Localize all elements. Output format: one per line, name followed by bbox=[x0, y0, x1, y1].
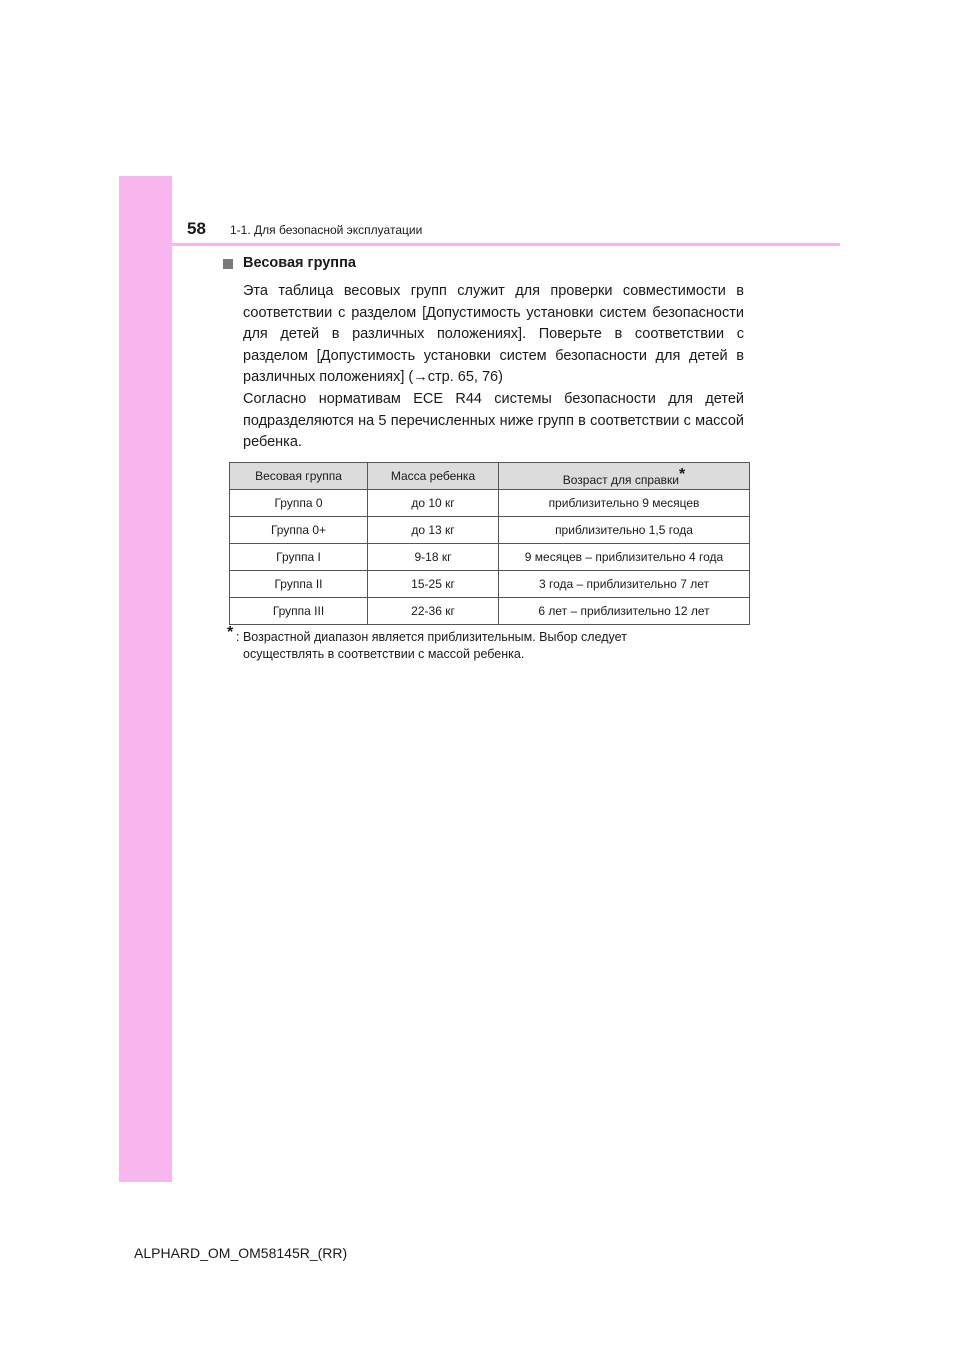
footnote-asterisk: * bbox=[227, 624, 234, 641]
table-cell: приблизительно 9 месяцев bbox=[499, 490, 750, 517]
intro-paragraph bbox=[243, 281, 744, 389]
table-row bbox=[230, 598, 750, 625]
table-cell: до 13 кг bbox=[368, 517, 499, 544]
table-cell: приблизительно 1,5 года bbox=[499, 517, 750, 544]
table-row bbox=[230, 517, 750, 544]
table-header-cell: Масса ребенка bbox=[368, 463, 499, 490]
table-row bbox=[230, 571, 750, 598]
table-header-cell bbox=[499, 463, 750, 490]
footnote-line: : Возрастной диапазон является приблизительным. Выбор следует bbox=[236, 630, 627, 644]
document-code: ALPHARD_OM_OM58145R_(RR) bbox=[134, 1245, 348, 1261]
header-label: Возраст для справки bbox=[562, 472, 679, 487]
table-cell: 6 лет – приблизительно 12 лет bbox=[499, 598, 750, 625]
table-cell: до 10 кг bbox=[368, 490, 499, 517]
footnote-line: осуществлять в соответствии с массой ребенка. bbox=[243, 647, 525, 661]
table-cell: Группа I bbox=[230, 544, 368, 571]
weight-group-table bbox=[229, 462, 750, 625]
footnote bbox=[236, 629, 745, 663]
table-cell: 3 года – приблизительно 7 лет bbox=[499, 571, 750, 598]
table-row bbox=[230, 544, 750, 571]
table-cell: Группа II bbox=[230, 571, 368, 598]
table-header-cell: Весовая группа bbox=[230, 463, 368, 490]
table-cell: 22-36 кг bbox=[368, 598, 499, 625]
section-title: 1-1. Для безопасной эксплуатации bbox=[230, 223, 423, 237]
page-reference-link[interactable]: стр. 65, 76) bbox=[427, 369, 503, 385]
intro-text: Эта таблица весовых групп служит для проверки совместимости в соответствии с разделом [Допустимость установки систем безопасности для детей в различных положениях]. Поверьте в соответствии с разделом [Допустимость установки систем безопасности для детей в различных положениях] ( bbox=[243, 283, 744, 385]
page-number: 58 bbox=[187, 219, 206, 238]
table-header-row bbox=[230, 463, 750, 490]
table-row bbox=[230, 490, 750, 517]
arrow-icon: → bbox=[413, 369, 428, 385]
section-heading: Весовая группа bbox=[243, 255, 356, 271]
table-cell: Группа III bbox=[230, 598, 368, 625]
regulation-paragraph: Согласно нормативам ECE R44 системы безопасности для детей подразделяются на 5 перечисленных ниже групп в соответствии с массой ребенка. bbox=[243, 391, 744, 450]
square-bullet-icon bbox=[223, 259, 233, 269]
table-cell: 9 месяцев – приблизительно 4 года bbox=[499, 544, 750, 571]
table-cell: Группа 0 bbox=[230, 490, 368, 517]
footnote-marker: * bbox=[679, 465, 686, 483]
table-cell: Группа 0+ bbox=[230, 517, 368, 544]
header-divider bbox=[119, 243, 840, 246]
side-tab-bar bbox=[119, 176, 172, 1182]
table-cell: 9-18 кг bbox=[368, 544, 499, 571]
table-cell: 15-25 кг bbox=[368, 571, 499, 598]
